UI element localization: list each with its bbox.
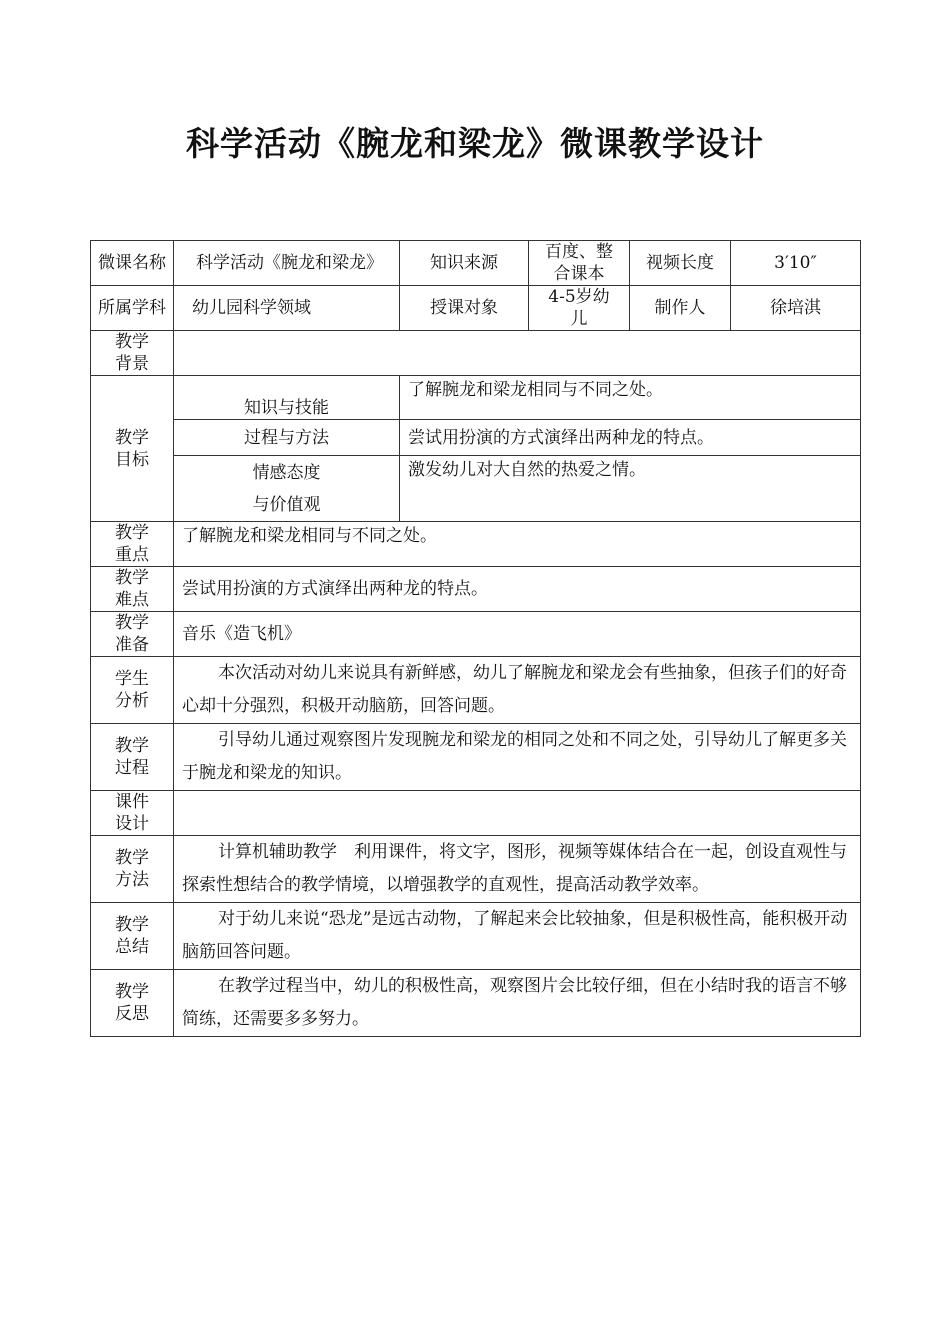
- subject-value: 幼儿园科学领域: [174, 286, 400, 331]
- process-value: [174, 724, 861, 791]
- methods-text: 计算机辅助教学 利用课件，将文字，图形，视频等媒体结合在一起，创设直观性与探索性想结合的教学情境，以增强教学的直观性，提高活动教学效率。: [182, 842, 847, 895]
- difficulties-row: [91, 567, 861, 612]
- preparation-value: 音乐《造飞机》: [174, 612, 861, 657]
- goal-knowledge-label: 知识与技能: [174, 376, 400, 420]
- reflection-row: [91, 970, 861, 1037]
- preparation-row: [91, 612, 861, 657]
- goal-process-value: 尝试用扮演的方式演绎出两种龙的特点。: [400, 420, 861, 456]
- courseware-row: [91, 791, 861, 836]
- course-name-value: 科学活动《腕龙和梁龙》: [174, 241, 400, 286]
- difficulties-label: 教学难点: [91, 567, 174, 612]
- preparation-label: 教学准备: [91, 612, 174, 657]
- process-text: 引导幼儿通过观察图片发现腕龙和梁龙的相同之处和不同之处，引导幼儿了解更多关于腕龙和梁龙的知识。: [182, 730, 847, 783]
- audience-value: 4-5岁幼儿: [529, 286, 630, 331]
- background-value: [174, 331, 861, 376]
- key-points-row: [91, 522, 861, 567]
- subject-label: 所属学科: [91, 286, 174, 331]
- methods-value: [174, 836, 861, 903]
- goal-row-knowledge: [91, 376, 861, 420]
- methods-row: [91, 836, 861, 903]
- goal-row-emotion: [91, 456, 861, 522]
- summary-text: 对于幼儿来说“恐龙”是远古动物，了解起来会比较抽象，但是积极性高，能积极开动脑筋回答问题。: [182, 909, 848, 962]
- lesson-design-table: [90, 240, 861, 1037]
- summary-value: [174, 903, 861, 970]
- goal-process-label: 过程与方法: [174, 420, 400, 456]
- goal-emotion-label-line1: 情感态度: [252, 462, 321, 483]
- background-label: 教学背景: [91, 331, 174, 376]
- student-analysis-label: 学生分析: [91, 657, 174, 724]
- author-value: 徐培淇: [731, 286, 861, 331]
- goal-row-process: [91, 420, 861, 456]
- key-points-value: 了解腕龙和梁龙相同与不同之处。: [174, 522, 861, 567]
- author-label: 制作人: [630, 286, 731, 331]
- process-row: [91, 724, 861, 791]
- source-value: 百度、整合课本: [529, 241, 630, 286]
- courseware-label: 课件设计: [91, 791, 174, 836]
- goals-label: 教学目标: [91, 376, 174, 522]
- student-analysis-value: [174, 657, 861, 724]
- goal-knowledge-value: 了解腕龙和梁龙相同与不同之处。: [400, 376, 861, 420]
- duration-label: 视频长度: [630, 241, 731, 286]
- student-analysis-row: [91, 657, 861, 724]
- difficulties-value: 尝试用扮演的方式演绎出两种龙的特点。: [174, 567, 861, 612]
- source-label: 知识来源: [400, 241, 529, 286]
- reflection-value: [174, 970, 861, 1037]
- background-row: [91, 331, 861, 376]
- courseware-value: [174, 791, 861, 836]
- methods-label: 教学方法: [91, 836, 174, 903]
- key-points-label: 教学重点: [91, 522, 174, 567]
- summary-row: [91, 903, 861, 970]
- info-row-2: [91, 286, 861, 331]
- student-analysis-text: 本次活动对幼儿来说具有新鲜感，幼儿了解腕龙和梁龙会有些抽象，但孩子们的好奇心却十分强烈，积极开动脑筋，回答问题。: [182, 663, 847, 716]
- info-row-1: [91, 241, 861, 286]
- reflection-text: 在教学过程当中，幼儿的积极性高，观察图片会比较仔细，但在小结时我的语言不够简练，还需要多多努力。: [182, 976, 847, 1029]
- page-title: 科学活动《腕龙和梁龙》微课教学设计: [186, 124, 764, 163]
- process-label: 教学过程: [91, 724, 174, 791]
- reflection-label: 教学反思: [91, 970, 174, 1037]
- course-name-label: 微课名称: [91, 241, 174, 286]
- summary-label: 教学总结: [91, 903, 174, 970]
- audience-label: 授课对象: [400, 286, 529, 331]
- goal-emotion-value: 激发幼儿对大自然的热爱之情。: [400, 456, 861, 522]
- goal-emotion-label: [174, 456, 400, 522]
- duration-value: 3′10″: [731, 241, 861, 286]
- goal-emotion-label-line2: 与价值观: [252, 494, 321, 515]
